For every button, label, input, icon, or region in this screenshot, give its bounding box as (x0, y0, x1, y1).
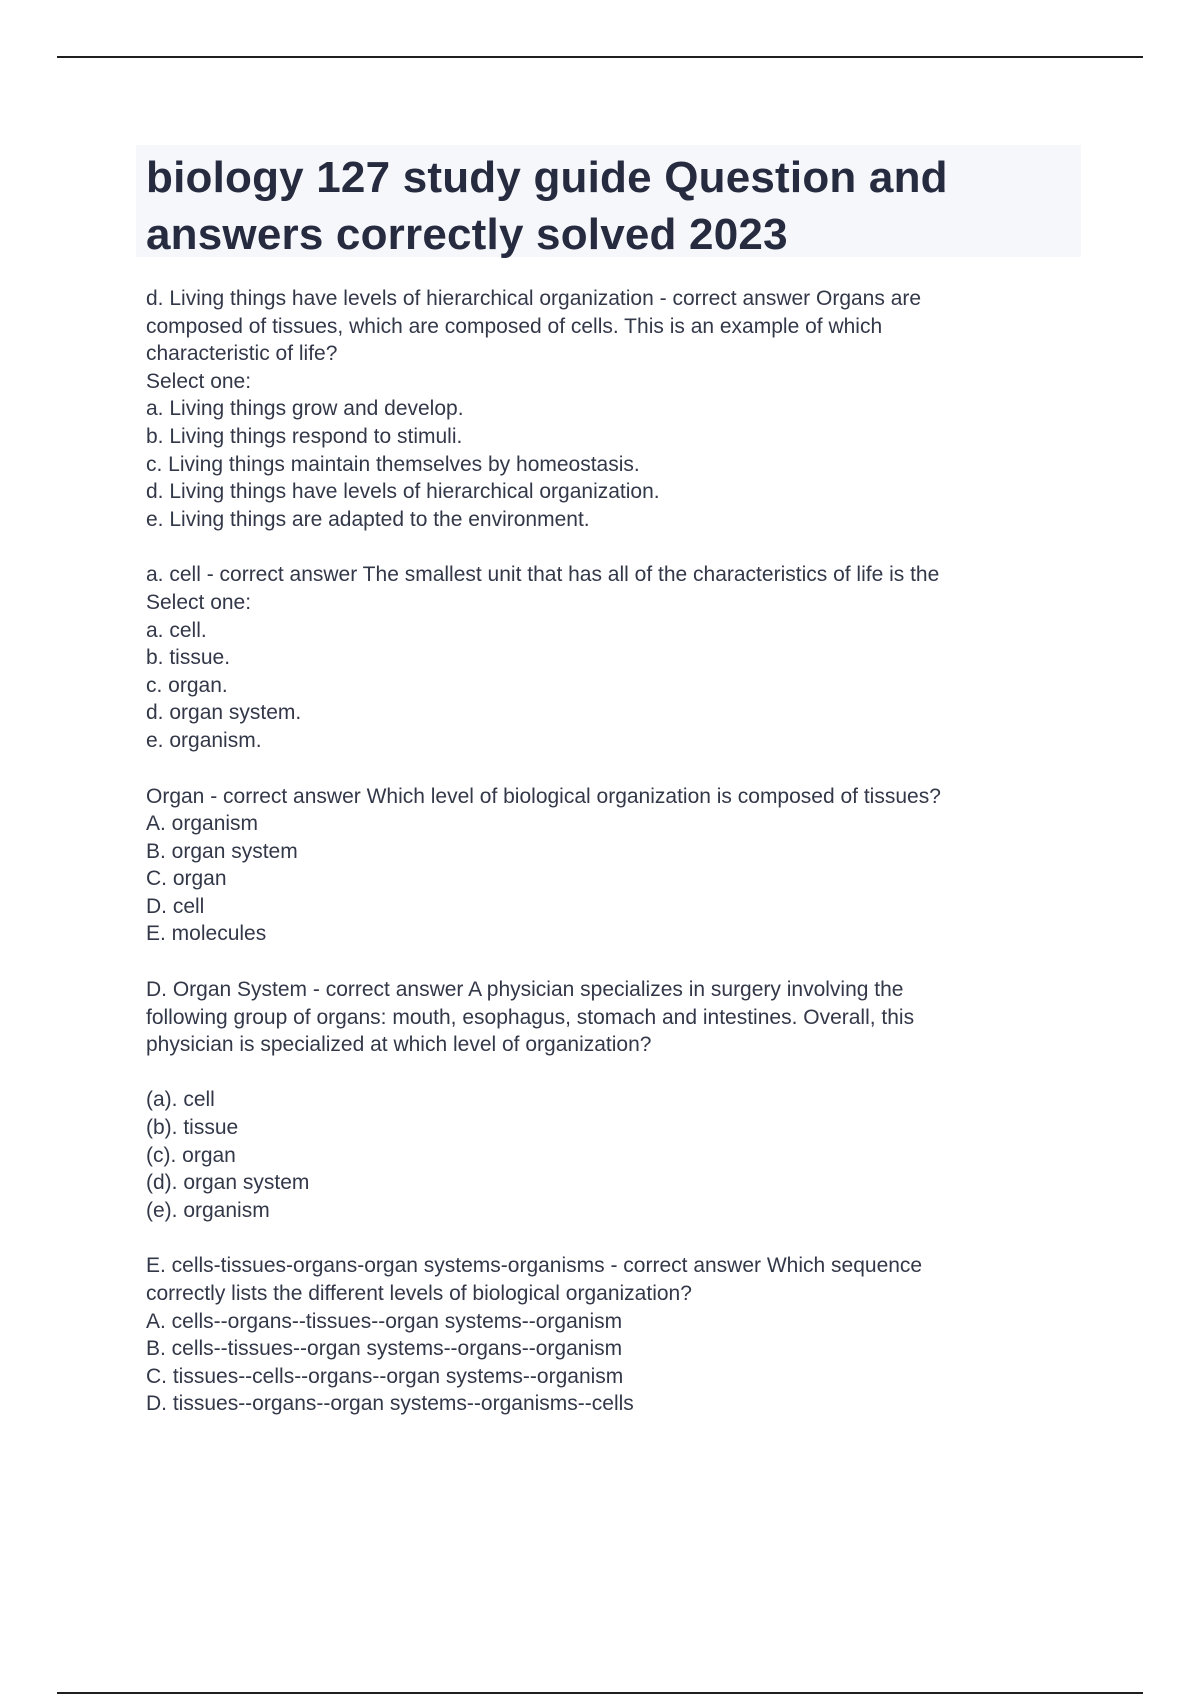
document-title (136, 145, 1081, 257)
qa-line: a. cell. (146, 618, 207, 642)
title-line-1: biology 127 study guide Question and (146, 153, 948, 202)
qa-item (146, 285, 1086, 533)
qa-line: C. organ (146, 867, 227, 891)
qa-line: E. molecules (146, 922, 267, 946)
qa-line: (e). organism (146, 1198, 270, 1222)
qa-item (146, 976, 1086, 1224)
qa-line: Select one: (146, 590, 252, 614)
qa-line: a. Living things grow and develop. (146, 397, 464, 421)
qa-line: d. organ system. (146, 701, 302, 725)
qa-item (146, 1252, 1086, 1418)
qa-content (146, 285, 1086, 1446)
qa-item (146, 561, 1086, 754)
qa-line: correctly lists the different levels of biological organization? (146, 1282, 692, 1305)
qa-line: Select one: (146, 369, 252, 393)
qa-line: following group of organs: mouth, esophagus, stomach and intestines. Overall, this (146, 1005, 915, 1029)
qa-line: Organ - correct answer Which level of biological organization is composed of tissues? (146, 784, 941, 808)
qa-blank-line (146, 1059, 1086, 1087)
qa-line: D. tissues--organs--organ systems--organisms--cells (146, 1392, 634, 1416)
qa-line: d. Living things have levels of hierarchical organization - correct answer Organs are (146, 287, 922, 310)
qa-line: E. cells-tissues-organs-organ systems-organisms - correct answer Which sequence (146, 1254, 923, 1278)
footer-rule (57, 1692, 1143, 1694)
qa-line: (b). tissue (146, 1116, 239, 1140)
qa-line: B. cells--tissues--organ systems--organs--organism (146, 1337, 623, 1361)
qa-line: b. tissue. (146, 646, 231, 670)
qa-line: e. organism. (146, 728, 262, 752)
qa-line: c. organ. (146, 673, 228, 697)
qa-line: A. cells--organs--tissues--organ systems--organism (146, 1309, 623, 1333)
qa-line: a. cell - correct answer The smallest unit that has all of the characteristics of life is the (146, 563, 940, 587)
qa-line: A. organism (146, 812, 259, 836)
qa-line: (a). cell (146, 1088, 215, 1112)
qa-line: e. Living things are adapted to the environment. (146, 507, 590, 531)
qa-line: D. cell (146, 894, 205, 918)
qa-item (146, 783, 1086, 949)
qa-line: (d). organ system (146, 1171, 310, 1195)
qa-line: physician is specialized at which level of organization? (146, 1033, 652, 1057)
qa-line: (c). organ (146, 1143, 236, 1167)
qa-line: C. tissues--cells--organs--organ systems--organism (146, 1364, 624, 1388)
header-rule (57, 56, 1143, 58)
qa-line: c. Living things maintain themselves by homeostasis. (146, 452, 640, 476)
qa-line: d. Living things have levels of hierarchical organization. (146, 480, 660, 504)
qa-line: composed of tissues, which are composed of cells. This is an example of which (146, 314, 883, 338)
qa-line: D. Organ System - correct answer A physician specializes in surgery involving the (146, 978, 904, 1002)
qa-line: b. Living things respond to stimuli. (146, 424, 463, 448)
qa-line: B. organ system (146, 839, 298, 863)
title-line-2: answers correctly solved 2023 (146, 210, 788, 259)
qa-line: characteristic of life? (146, 342, 338, 366)
